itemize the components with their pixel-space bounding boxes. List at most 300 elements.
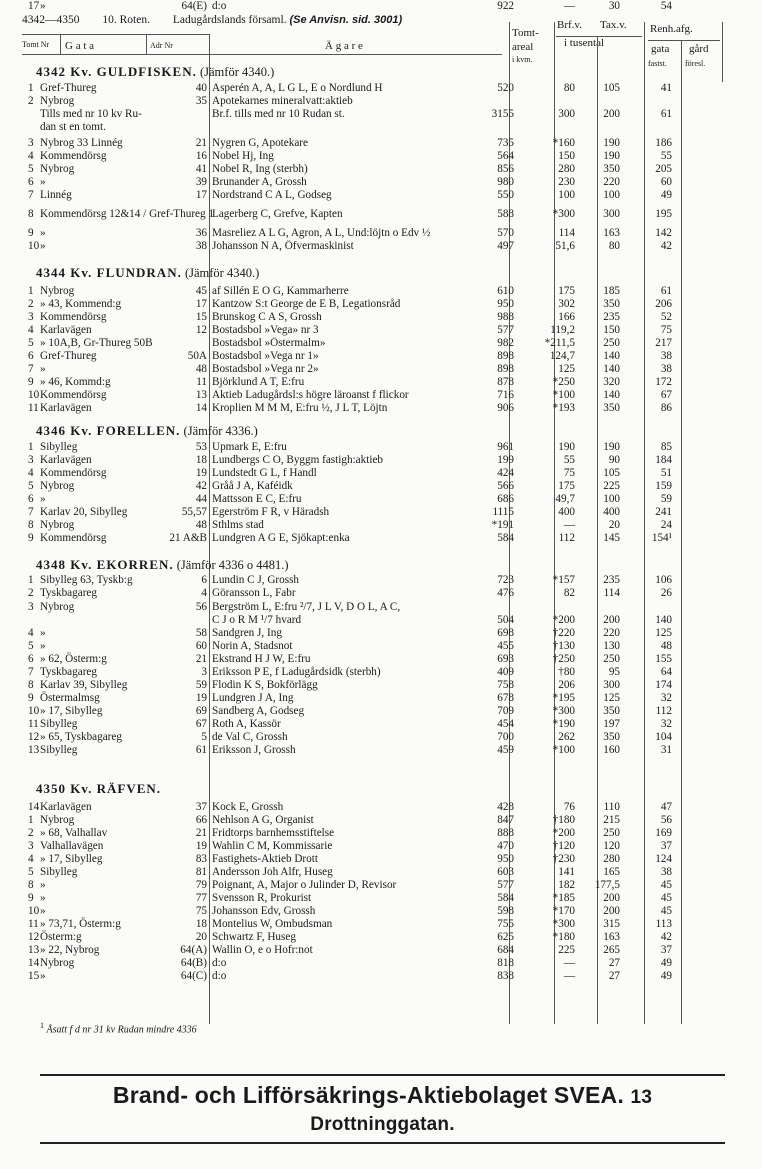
table-row — [0, 480, 762, 493]
row-renh: 61 — [660, 108, 672, 120]
row-renh: 32 — [660, 718, 672, 730]
row-street: Sibylleg — [40, 866, 78, 878]
row-address-number: 56 — [195, 601, 207, 613]
row-index: 5 — [28, 480, 34, 492]
table-row — [0, 653, 762, 666]
rule — [722, 22, 723, 82]
row-brf: †180 — [552, 814, 575, 826]
row-brf: 230 — [558, 176, 575, 188]
col-fastst: fastst. — [648, 59, 667, 68]
row-area: 988 — [497, 311, 514, 323]
row-renh: 64 — [660, 666, 672, 678]
row-renh: 186 — [655, 137, 672, 149]
row-index: 7 — [28, 363, 34, 375]
row-brf: — — [563, 519, 575, 531]
row-street: Nybrog — [40, 285, 75, 297]
row-renh: 140 — [655, 614, 672, 626]
col-brf: Brf.v. — [557, 19, 582, 31]
row-renh: 85 — [660, 441, 672, 453]
table-row — [0, 892, 762, 905]
rule — [60, 34, 61, 54]
row-owner: Bostadsbol »Östermalm» — [212, 337, 326, 349]
table-row — [0, 666, 762, 679]
table-row — [0, 879, 762, 892]
row-street: » — [40, 363, 46, 375]
row-brf: *180 — [552, 931, 575, 943]
row-tax: 190 — [603, 441, 620, 453]
row-renh: 112 — [655, 705, 672, 717]
row-tax: 114 — [603, 587, 620, 599]
row-address-number: 41 — [195, 163, 207, 175]
row-address-number: 11 — [196, 376, 207, 388]
row-tax: 320 — [603, 376, 620, 388]
row-index: 2 — [28, 298, 34, 310]
row-address-number: 17 — [195, 189, 207, 201]
row-area: 520 — [497, 82, 514, 94]
row-index: 4 — [28, 627, 34, 639]
row-street: » — [40, 493, 46, 505]
row-street: Karlavägen — [40, 402, 92, 414]
row-tax: 140 — [603, 389, 620, 401]
row-area: 818 — [497, 957, 514, 969]
row-address-number: 18 — [195, 918, 207, 930]
table-row — [0, 441, 762, 454]
row-owner: d:o — [212, 0, 227, 12]
header-parish: Ladugårdslands församl. — [172, 14, 287, 26]
row-tax: 200 — [603, 892, 620, 904]
table-row — [0, 189, 762, 202]
row-street: Sibylleg 63, Tyskb:g — [40, 574, 133, 586]
table-row — [0, 519, 762, 532]
col-tomt-areal-2: areal — [512, 41, 534, 53]
row-tax: 163 — [603, 227, 620, 239]
row-address-number: 48 — [195, 519, 207, 531]
row-renh: 45 — [660, 905, 672, 917]
row-index: 6 — [28, 176, 34, 188]
table-row — [0, 918, 762, 931]
row-street: Nybrog — [40, 957, 75, 969]
row-renh: 142 — [655, 227, 672, 239]
row-brf: 206 — [558, 679, 575, 691]
row-street: » 62, Österm:g — [40, 653, 107, 665]
row-tax: 177,5 — [594, 879, 620, 891]
row-street: Österm:g — [40, 931, 82, 943]
row-street: Tills med nr 10 kv Ru- — [40, 108, 142, 120]
row-area: 454 — [497, 718, 514, 730]
row-area: 950 — [497, 298, 514, 310]
row-brf: 225 — [558, 944, 575, 956]
header-reference: (Se Anvisn. sid. 3001) — [289, 14, 403, 26]
table-row — [0, 350, 762, 363]
row-renh: 60 — [660, 176, 672, 188]
row-address-number: 48 — [195, 363, 207, 375]
row-brf: †120 — [552, 840, 575, 852]
row-tax: 130 — [603, 640, 620, 652]
row-index: 15 — [28, 970, 40, 982]
row-owner: Brunskog C A S, Grossh — [212, 311, 322, 323]
row-renh: 159 — [655, 480, 672, 492]
row-area: 584 — [497, 532, 514, 544]
row-brf: †250 — [552, 653, 575, 665]
row-street: » — [40, 0, 46, 12]
row-area: 950 — [497, 853, 514, 865]
row-brf: *193 — [552, 402, 575, 414]
row-brf: †230 — [552, 853, 575, 865]
row-address-number: 17 — [195, 298, 207, 310]
row-brf: *170 — [552, 905, 575, 917]
table-row — [0, 801, 762, 814]
row-renh: 75 — [660, 324, 672, 336]
row-address-number: 19 — [195, 840, 207, 852]
row-index: 11 — [28, 718, 39, 730]
row-brf: *250 — [552, 376, 575, 388]
table-row — [0, 376, 762, 389]
table-row — [0, 176, 762, 189]
row-area: 878 — [497, 376, 514, 388]
row-tax: 160 — [603, 744, 620, 756]
header-range: 4342—4350 — [22, 14, 80, 26]
row-brf: *100 — [552, 744, 575, 756]
col-gata: G a t a — [65, 40, 95, 52]
rule — [22, 54, 502, 55]
row-area: 564 — [497, 150, 514, 162]
row-address-number: 39 — [195, 176, 207, 188]
row-brf: 166 — [558, 311, 575, 323]
row-tax: 350 — [603, 731, 620, 743]
row-tax: 225 — [603, 480, 620, 492]
row-tax: 150 — [603, 324, 620, 336]
row-owner: Johansson Edv, Grossh — [212, 905, 316, 917]
row-tax: 80 — [608, 240, 620, 252]
row-brf: 190 — [558, 441, 575, 453]
table-row — [0, 150, 762, 163]
col-gard-sub: gård — [689, 43, 709, 55]
row-index: 7 — [28, 189, 34, 201]
row-street: Kommendörsg — [40, 150, 107, 162]
row-tax: 235 — [603, 311, 620, 323]
row-index: 3 — [28, 454, 34, 466]
row-brf: 76 — [563, 801, 575, 813]
row-owner: Svensson R, Prokurist — [212, 892, 312, 904]
row-tax: 100 — [603, 493, 620, 505]
row-renh: 154¹ — [651, 532, 672, 544]
row-tax: 90 — [608, 454, 620, 466]
row-owner: Roth A, Kassör — [212, 718, 281, 730]
rule — [648, 40, 720, 41]
row-tax: 220 — [603, 176, 620, 188]
row-area: 603 — [497, 866, 514, 878]
row-tax: 27 — [608, 970, 620, 982]
row-index: 1 — [28, 82, 34, 94]
row-brf: *200 — [552, 614, 575, 626]
row-index: 1 — [28, 441, 34, 453]
row-street: Karlav 39, Sibylleg — [40, 679, 128, 691]
row-area: 982 — [497, 337, 514, 349]
row-owner: Sandberg A, Godseg — [212, 705, 305, 717]
row-tax: 110 — [603, 801, 620, 813]
row-index: 17 — [28, 0, 40, 12]
row-tax: 250 — [603, 653, 620, 665]
row-index: 8 — [28, 879, 34, 891]
table-row — [0, 0, 762, 13]
row-owner: Montelius W, Ombudsman — [212, 918, 333, 930]
row-street: Kommendörsg 12&14 / Gref-Thureg 1 — [40, 208, 214, 220]
row-street: Gref-Thureg — [40, 350, 97, 362]
table-row — [0, 311, 762, 324]
row-street: Nybrog — [40, 95, 75, 107]
row-tax: 265 — [603, 944, 620, 956]
table-row — [0, 324, 762, 337]
row-address-number: 66 — [195, 814, 207, 826]
row-area: 755 — [497, 918, 514, 930]
row-address-number: 20 — [195, 931, 207, 943]
row-index: 5 — [28, 163, 34, 175]
row-owner: Nobel R, Ing (sterbh) — [212, 163, 308, 175]
row-tax: 200 — [603, 108, 620, 120]
row-index: 13 — [28, 744, 40, 756]
col-tomt-areal-1: Tomt- — [512, 27, 539, 39]
table-row — [0, 970, 762, 983]
row-area: 693 — [497, 653, 514, 665]
row-renh: 56 — [660, 814, 672, 826]
row-renh: 26 — [660, 587, 672, 599]
row-area: 700 — [497, 731, 514, 743]
row-address-number: 64(A) — [180, 944, 207, 956]
table-row — [0, 137, 762, 150]
table-row — [0, 692, 762, 705]
table-row — [0, 163, 762, 176]
row-tax: 20 — [608, 519, 620, 531]
row-renh: 124 — [655, 853, 672, 865]
row-area: 459 — [497, 744, 514, 756]
row-street: Tyskbagareg — [40, 666, 97, 678]
row-owner: Lundin C J, Grossh — [212, 574, 300, 586]
row-area: 684 — [497, 944, 514, 956]
table-row — [0, 601, 762, 614]
row-tax: 235 — [603, 574, 620, 586]
row-area: 709 — [497, 705, 514, 717]
row-owner: Lundbergs C O, Byggm fastigh:aktieb — [212, 454, 384, 466]
table-row — [0, 931, 762, 944]
row-renh: 45 — [660, 892, 672, 904]
row-owner: Lundgren J A, Ing — [212, 692, 294, 704]
row-street: Sibylleg — [40, 718, 78, 730]
row-area: *191 — [491, 519, 514, 531]
row-area: 455 — [497, 640, 514, 652]
row-street: » — [40, 905, 46, 917]
row-tax: 95 — [608, 666, 620, 678]
row-renh: 104 — [655, 731, 672, 743]
row-owner: Wallin O, e o Hofr:not — [212, 944, 313, 956]
row-renh: 172 — [655, 376, 672, 388]
row-renh: 195 — [655, 208, 672, 220]
row-index: 10 — [28, 705, 40, 717]
row-area: 577 — [497, 879, 514, 891]
row-street: dan st en tomt. — [40, 121, 106, 133]
row-tax: 350 — [603, 705, 620, 717]
row-address-number: 60 — [195, 640, 207, 652]
row-area: 470 — [497, 840, 514, 852]
row-index: 9 — [28, 692, 34, 704]
row-brf: *300 — [552, 705, 575, 717]
row-owner: Johansson N A, Öfvermaskinist — [212, 240, 354, 252]
row-index: 7 — [28, 506, 34, 518]
row-address-number: 83 — [195, 853, 207, 865]
row-address-number: 35 — [195, 95, 207, 107]
row-owner: Eriksson P E, f Ladugårdsidk (sterbh) — [212, 666, 381, 678]
row-index: 3 — [28, 601, 34, 613]
row-brf: 175 — [558, 285, 575, 297]
row-street: Kommendörsg — [40, 389, 107, 401]
row-index: 9 — [28, 227, 34, 239]
row-tax: 105 — [603, 467, 620, 479]
row-index: 4 — [28, 467, 34, 479]
row-area: 906 — [497, 402, 514, 414]
row-brf: 141 — [558, 866, 575, 878]
row-renh: 45 — [660, 879, 672, 891]
row-brf: 82 — [563, 587, 575, 599]
row-index: 11 — [28, 402, 39, 414]
col-tomt-nr: Tomt Nr — [22, 40, 50, 49]
row-area: 584 — [497, 892, 514, 904]
row-owner: Kantzow S:t George de E B, Legationsråd — [212, 298, 401, 310]
col-agare: Ä g a r e — [325, 40, 363, 52]
row-brf: †220 — [552, 627, 575, 639]
table-row — [0, 679, 762, 692]
table-row — [0, 402, 762, 415]
row-renh: 67 — [660, 389, 672, 401]
row-tax: 120 — [603, 840, 620, 852]
table-row — [0, 240, 762, 253]
row-address-number: 12 — [195, 324, 207, 336]
row-owner: Bostadsbol »Vega» nr 3 — [212, 324, 319, 336]
row-owner: Eriksson J, Grossh — [212, 744, 296, 756]
row-address-number: 77 — [195, 892, 207, 904]
row-tax: 400 — [603, 506, 620, 518]
row-address-number: 4 — [201, 587, 207, 599]
row-index: 4 — [28, 150, 34, 162]
row-street: » 17, Sibylleg — [40, 705, 103, 717]
row-street: Karlavägen — [40, 801, 92, 813]
row-renh: 155 — [655, 653, 672, 665]
table-row — [0, 731, 762, 744]
row-brf: *300 — [552, 208, 575, 220]
advertisement-banner: Brand- och Lifförsäkrings-Aktiebolaget SVEA. 13 Drottninggatan. — [40, 1074, 725, 1144]
row-owner: Br.f. tills med nr 10 Rudan st. — [212, 108, 345, 120]
row-area: 577 — [497, 324, 514, 336]
table-row — [0, 744, 762, 757]
row-renh: 48 — [660, 640, 672, 652]
row-brf: *100 — [552, 389, 575, 401]
row-address-number: 19 — [195, 692, 207, 704]
row-address-number: 14 — [195, 402, 207, 414]
row-brf: 400 — [558, 506, 575, 518]
row-address-number: 16 — [195, 150, 207, 162]
row-renh: 24 — [660, 519, 672, 531]
row-owner: Lundstedt G L, f Handl — [212, 467, 317, 479]
row-owner: Mattsson E C, E:fru — [212, 493, 302, 505]
row-renh: 51 — [660, 467, 672, 479]
row-renh: 49 — [660, 189, 672, 201]
row-index: 9 — [28, 892, 34, 904]
row-owner: Sandgren J, Ing — [212, 627, 282, 639]
row-renh: 37 — [660, 840, 672, 852]
row-tax: 190 — [603, 137, 620, 149]
row-area: 980 — [497, 176, 514, 188]
table-row — [0, 840, 762, 853]
row-index: 3 — [28, 137, 34, 149]
table-row — [0, 574, 762, 587]
row-address-number: 50A — [187, 350, 207, 362]
row-renh: 37 — [660, 944, 672, 956]
row-area: 716 — [497, 389, 514, 401]
row-address-number: 45 — [195, 285, 207, 297]
row-address-number: 67 — [195, 718, 207, 730]
row-street: Östermalmsg — [40, 692, 100, 704]
row-index: 8 — [28, 519, 34, 531]
row-owner: d:o — [212, 970, 227, 982]
row-area: 625 — [497, 931, 514, 943]
row-owner: de Val C, Grossh — [212, 731, 288, 743]
row-address-number: 21 — [195, 653, 207, 665]
row-brf: *211,5 — [544, 337, 575, 349]
row-index: 9 — [28, 376, 34, 388]
row-owner: Fastighets-Aktieb Drott — [212, 853, 318, 865]
row-area: 409 — [497, 666, 514, 678]
row-street: » — [40, 627, 46, 639]
col-tax: Tax.v. — [600, 19, 627, 31]
row-street: Kommendörsg — [40, 467, 107, 479]
table-row — [0, 866, 762, 879]
table-row — [0, 363, 762, 376]
row-area: 1115 — [492, 506, 514, 518]
row-index: 14 — [28, 801, 40, 813]
row-brf: †130 — [552, 640, 575, 652]
row-street: Gref-Thureg — [40, 82, 97, 94]
row-brf: 75 — [563, 467, 575, 479]
row-address-number: 64(E) — [181, 0, 207, 12]
row-area: 961 — [497, 441, 514, 453]
table-row — [0, 337, 762, 350]
row-brf: 300 — [558, 108, 575, 120]
row-renh: 61 — [660, 285, 672, 297]
row-street: » 65, Tyskbagareg — [40, 731, 122, 743]
row-address-number: 19 — [195, 467, 207, 479]
row-tax: 197 — [603, 718, 620, 730]
row-street: Valhallavägen — [40, 840, 104, 852]
row-index: 8 — [28, 208, 34, 220]
row-owner: Wahlin C M, Kommissarie — [212, 840, 333, 852]
row-owner: Schwartz F, Huseg — [212, 931, 296, 943]
row-owner: Bostadsbol »Vega nr 1» — [212, 350, 319, 362]
row-tax: 350 — [603, 163, 620, 175]
row-street: » — [40, 640, 46, 652]
row-area: 838 — [497, 970, 514, 982]
row-owner: Sthlms stad — [212, 519, 264, 531]
row-area: 476 — [497, 587, 514, 599]
row-index: 6 — [28, 653, 34, 665]
row-brf: — — [563, 0, 575, 12]
row-owner: Fridtorps barnhemsstiftelse — [212, 827, 335, 839]
row-tax: 300 — [603, 208, 620, 220]
row-brf: 280 — [558, 163, 575, 175]
row-owner: Björklund A T, E:fru — [212, 376, 305, 388]
row-owner: d:o — [212, 957, 227, 969]
table-row — [0, 298, 762, 311]
row-tax: 315 — [603, 918, 620, 930]
table-row — [0, 82, 762, 95]
row-brf: — — [563, 970, 575, 982]
